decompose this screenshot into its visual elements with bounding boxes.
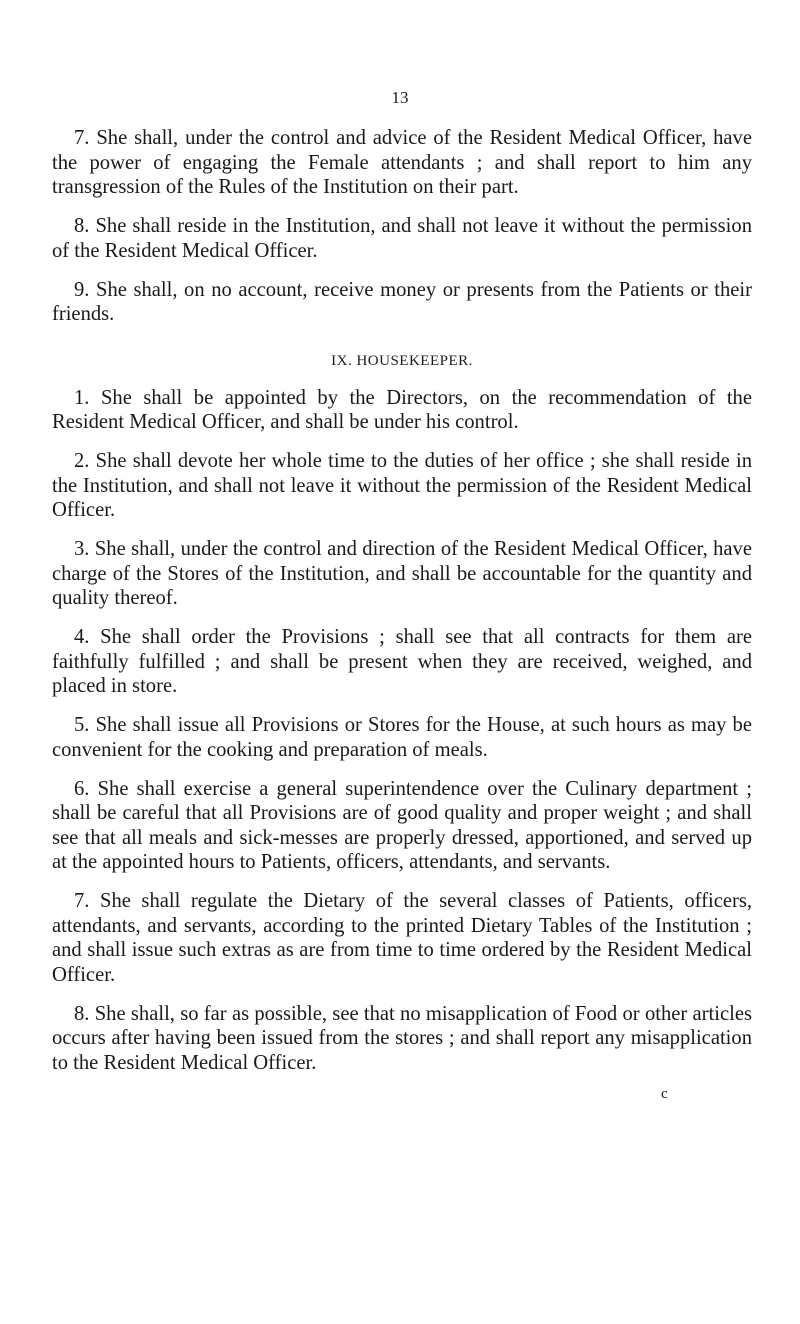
section-heading: IX. HOUSEKEEPER. bbox=[331, 352, 473, 369]
rule-paragraph: 5. She shall issue all Provisions or Stores for the House, at such hours as may be convenient for the cooking and preparation of meals. bbox=[52, 714, 752, 761]
text-column bbox=[52, 126, 752, 1103]
rule-paragraph: 8. She shall, so far as possible, see that no misapplication of Food or other articles occurs after having been issued from the stores ; and shall report any misapplication to the Resident Medical Officer. bbox=[52, 1002, 752, 1074]
rule-paragraph: 7. She shall regulate the Dietary of the several classes of Patients, officers, attendants, and servants, according to the printed Dietary Tables of the Institution ; and shall issue such extras as are from time to time ordered by the Resident Medical Officer. bbox=[52, 890, 752, 986]
rule-paragraph: 6. She shall exercise a general superintendence over the Culinary department ; shall be careful that all Provisions are of good quality and proper weight ; and shall see that all meals and sick-messes are properly dressed, apportioned, and served up at the appointed hours to Patients, officers, attendants, and servants. bbox=[52, 777, 752, 873]
rule-paragraph: 9. She shall, on no account, receive money or presents from the Patients or their friends. bbox=[52, 278, 752, 325]
rule-paragraph: 1. She shall be appointed by the Directors, on the recommendation of the Resident Medical Officer, and shall be under his control. bbox=[52, 386, 752, 433]
signature-mark: c bbox=[661, 1085, 668, 1102]
rule-paragraph: 8. She shall reside in the Institution, and shall not leave it without the permission of the Resident Medical Officer. bbox=[52, 215, 752, 262]
page-number: 13 bbox=[391, 88, 409, 107]
rule-paragraph: 7. She shall, under the control and advice of the Resident Medical Officer, have the power of engaging the Female attendants ; and shall report to him any transgression of the Rules of the Institution on their part. bbox=[52, 127, 752, 198]
rule-paragraph: 2. She shall devote her whole time to the duties of her office ; she shall reside in the Institution, and shall not leave it without the permission of the Resident Medical Officer. bbox=[52, 450, 752, 521]
rule-paragraph: 4. She shall order the Provisions ; shall see that all contracts for them are faithfully fulfilled ; and shall be present when they are received, weighed, and placed in store. bbox=[52, 626, 752, 697]
rule-paragraph: 3. She shall, under the control and direction of the Resident Medical Officer, have charge of the Stores of the Institution, and shall be accountable for the quantity and quality thereof. bbox=[52, 538, 752, 609]
